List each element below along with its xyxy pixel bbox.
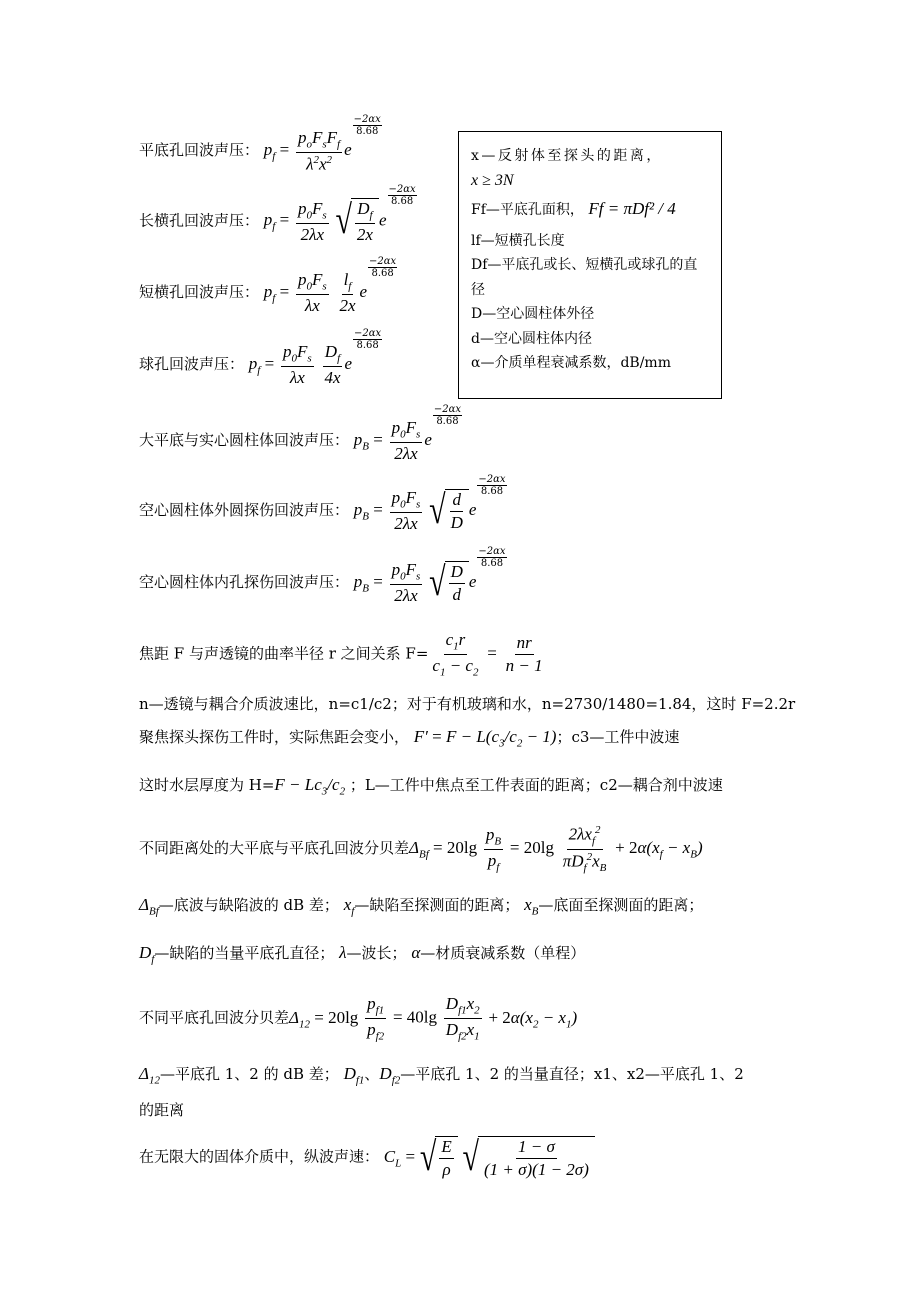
legend-line-8: α—介质单程衰减系数，dB/mm <box>471 355 671 371</box>
water-layer-suffix: ；L—工件中焦点至工件表面的距离；c2—耦合剂中波速 <box>349 776 723 794</box>
flat-diff-desc-a: —平底孔 1、2 的 dB 差； <box>159 1065 339 1083</box>
formula-ball-hole: 球孔回波声压： $p_f$ = $\frac{p_0F_s}{\lambda x}$ $\frac{D_f}{4x}$ e $\frac{-2\alpha x}{8.68}$ <box>139 328 382 388</box>
formula-hollow-outer: 空心圆柱体外圆探伤回波声压： $p_B$ = $\frac{p_0F_s}{2\lambda x}$ √ $\frac{d}{D}$ e $\frac{-2\alpha x}{8.68}$ <box>139 474 506 534</box>
focus-actual-suffix: ；c3—工件中波速 <box>556 728 680 746</box>
large-flat-label: 大平底与实心圆柱体回波声压： <box>139 430 350 449</box>
legend-line-6: D—空心圆柱体外径 <box>471 306 595 322</box>
legend-line-3-formula: Ff = πDf² / 4 <box>588 199 676 218</box>
db-diff-desc-1b: —缺陷至探测面的距离； <box>354 896 520 914</box>
water-layer-prefix: 这时水层厚度为 H= <box>139 776 275 794</box>
flat-hole-label: 平底孔回波声压： <box>139 141 260 160</box>
flat-diff-desc-b: —平底孔 1、2 的当量直径；x1、x2—平底孔 1、2 <box>400 1065 744 1083</box>
legend-line-3-prefix: Ff—平底孔面积， <box>471 202 584 218</box>
db-diff-desc-1a: —底波与缺陷波的 dB 差； <box>158 896 339 914</box>
db-diff-desc-2b: —波长； <box>346 944 407 962</box>
flat-diff-formula: 不同平底孔回波分贝差$\Delta_{12} = 20\lg$ $\frac{p_{f1}}{p_{f2}}$ = 40lg $\frac{D_{f1}x_2}{D_{f2}x_1}$ + $2\alpha(x_2 - x_1)$ <box>139 994 578 1043</box>
flat-diff-label: 不同平底孔回波分贝差 <box>139 1008 290 1027</box>
focus-intro: 焦距 F 与声透镜的曲率半径 r 之间关系 F= <box>139 644 429 663</box>
flat-diff-desc-cont: 的距离 <box>139 1101 185 1119</box>
db-diff-desc-1c: —底面至探测面的距离； <box>538 896 704 914</box>
db-diff-label: 不同距离处的大平底与平底孔回波分贝差 <box>139 839 410 858</box>
legend-line-4: lf—短横孔长度 <box>471 232 565 249</box>
flat-diff-desc: $\Delta_{12}—$平底孔 1、2 的 dB 差； $D_{f1}$、$D_{f2}—$平底孔 1、2 的当量直径；x1、x2—平底孔 1、2 <box>139 1064 744 1087</box>
hollow-outer-label: 空心圆柱体外圆探伤回波声压： <box>139 500 350 519</box>
focus-actual-line: 聚焦探头探伤工件时，实际焦距会变小， $F' = F - L(c_3/c_2 - 1)$；c3—工件中波速 <box>139 727 680 750</box>
db-diff-desc-1: $\Delta_{Bf}—$底波与缺陷波的 dB 差； $x_f—$缺陷至探测面的距离； $x_B—$底面至探测面的距离； <box>139 895 704 918</box>
legend-line-7: d—空心圆柱体内径 <box>471 330 592 347</box>
water-layer-line: 这时水层厚度为 $H=F - Lc_3/c_2$ ；L—工件中焦点至工件表面的距离；c2—耦合剂中波速 <box>139 775 723 798</box>
legend-line-1: x—反射体至探头的距离， <box>471 148 663 164</box>
wave-speed-formula: 在无限大的固体介质中，纵波声速： $C_L$ = √ $\frac{E}{\rho}$ √ $\frac{1 - \sigma}{(1 + \sigma)(1 - 2\sigma)}$ <box>139 1136 595 1179</box>
hollow-inner-label: 空心圆柱体内孔探伤回波声压： <box>139 572 350 591</box>
db-diff-desc-2: $D_f—$缺陷的当量平底孔直径； λ—波长； α—材质衰减系数（单程） <box>139 943 586 966</box>
wave-speed-label: 在无限大的固体介质中，纵波声速： <box>139 1147 380 1166</box>
formula-hollow-inner: 空心圆柱体内孔探伤回波声压： $p_B$ = $\frac{p_0F_s}{2\lambda x}$ √ $\frac{D}{d}$ e $\frac{-2\alpha x}{8.68}$ <box>139 546 506 606</box>
db-diff-desc-2a: —缺陷的当量平底孔直径； <box>154 944 335 962</box>
focus-n-line: n—透镜与耦合介质波速比，n=c1/c2；对于有机玻璃和水，n=2730/1480=1.84，这时 F=2.2r <box>139 695 796 713</box>
symbol-legend-box <box>458 131 722 399</box>
ball-hole-label: 球孔回波声压： <box>139 354 245 373</box>
formula-large-flat: 大平底与实心圆柱体回波声压： $p_B$ = $\frac{p_0F_s}{2\lambda x}$ e $\frac{-2\alpha x}{8.68}$ <box>139 404 462 464</box>
db-diff-formula: 不同距离处的大平底与平底孔回波分贝差$\Delta_{Bf} = 20\lg$ $\frac{p_B}{p_f}$ = 20lg $\frac{2\lambda x_f^2}{\pi D_f^2x_B}$ + $2\alpha(x_f - x_B)$ <box>139 824 703 874</box>
short-hole-label: 短横孔回波声压： <box>139 282 260 301</box>
legend-line-3 <box>471 197 711 223</box>
legend-line-2: x ≥ 3N <box>471 171 514 189</box>
formula-long-hole: 长横孔回波声压： $p_f$ = $\frac{p_0F_s}{2\lambda x}$ √ $\frac{D_f}{2x}$ e $\frac{-2\alpha x}{8.68}$ <box>139 184 416 245</box>
legend-line-5: Df—平底孔或长、短横孔或球孔的直径 <box>471 257 698 298</box>
long-hole-label: 长横孔回波声压： <box>139 211 260 230</box>
focus-actual-prefix: 聚焦探头探伤工件时，实际焦距会变小， <box>139 728 410 746</box>
db-diff-desc-2c: —材质衰减系数（单程） <box>420 944 586 962</box>
formula-short-hole: 短横孔回波声压： $p_f$ = $\frac{p_0F_s}{\lambda x}$ $\frac{l_f}{2x}$ e $\frac{-2\alpha x}{8.68}$ <box>139 256 397 316</box>
focus-formula: 焦距 F 与声透镜的曲率半径 r 之间关系 F= $\frac{c_1r}{c_1 - c_2}$ = $\frac{nr}{n - 1}$ <box>139 630 543 679</box>
formula-flat-hole: 平底孔回波声压： $p_f$ = $\frac{p_oF_sF_f}{\lambda^2x^2}$ e $\frac{-2\alpha x}{8.68}$ <box>139 114 381 174</box>
